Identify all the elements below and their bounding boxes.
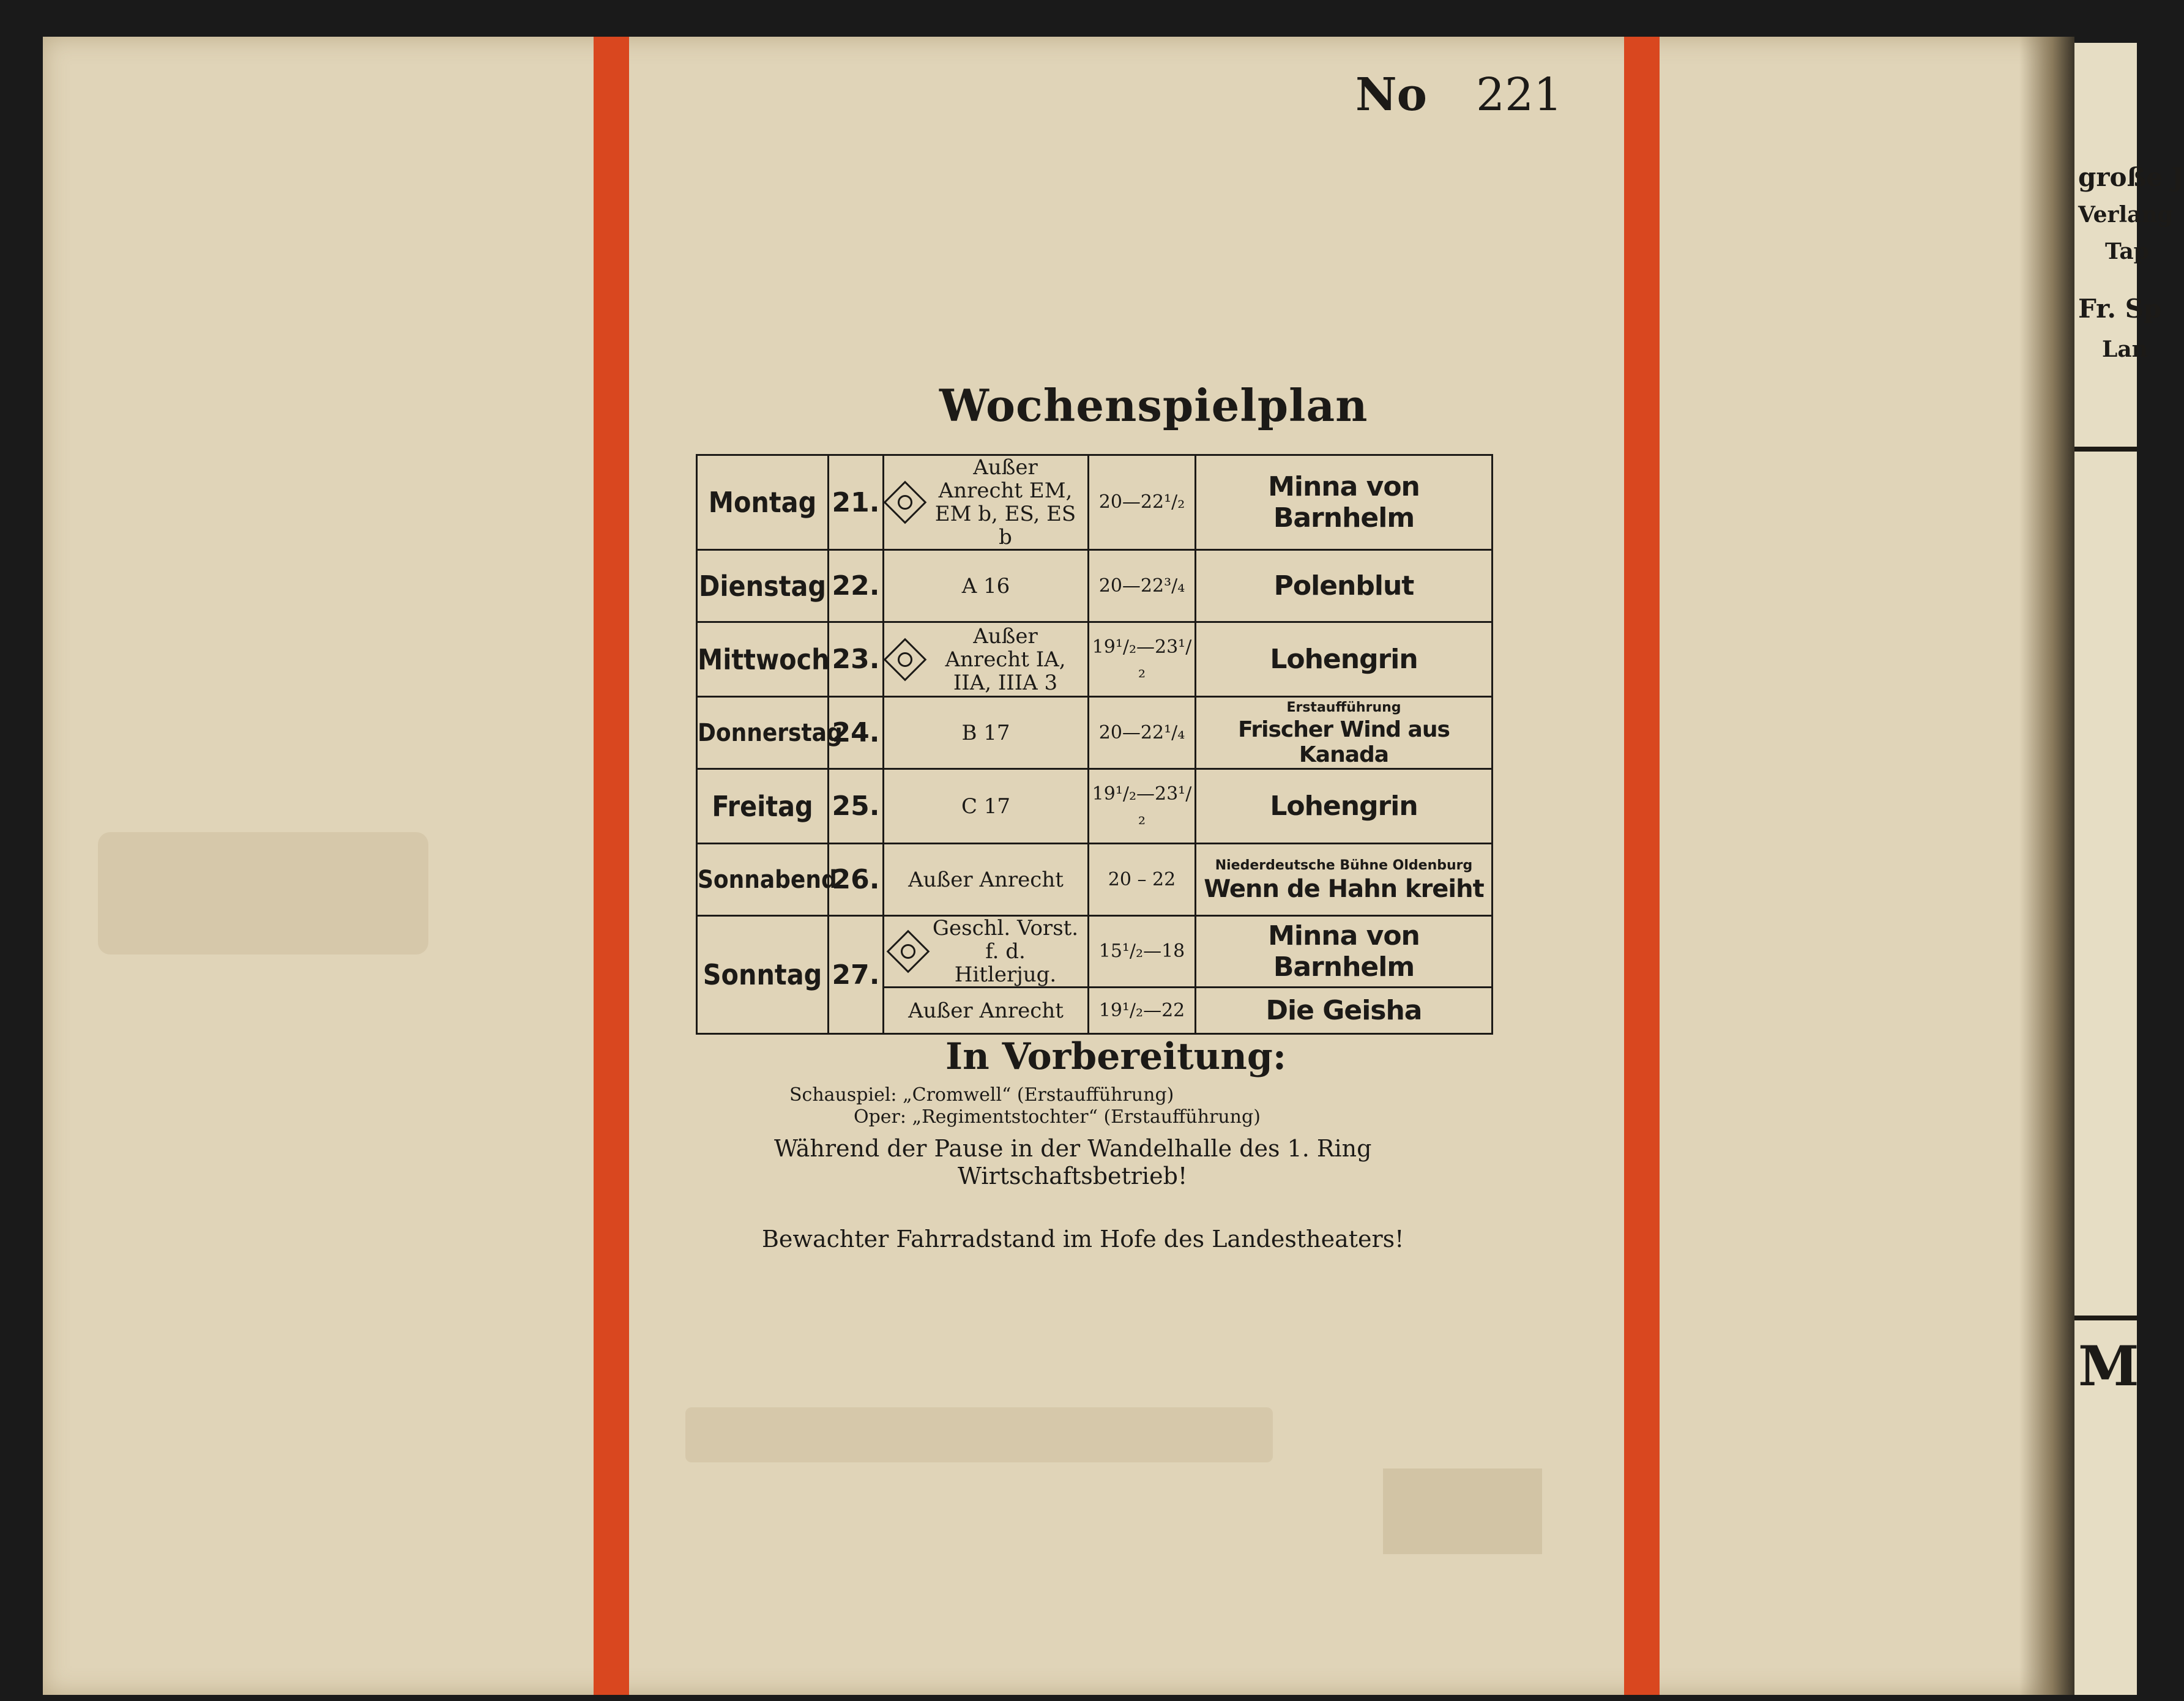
- preparation-line: Oper: „Regimentstochter“ (Erstaufführung): [854, 1106, 1261, 1128]
- day-cell: Freitag: [697, 769, 829, 844]
- play-cell: Die Geisha: [1196, 988, 1493, 1034]
- page-number-label: No: [1355, 69, 1427, 121]
- table-row: [697, 455, 1493, 550]
- time-cell: 20—22³/₄: [1089, 550, 1196, 622]
- subscription-text: Geschl. Vorst. f. d. Hitlerjug.: [932, 916, 1079, 987]
- subscription-text: Außer Anrecht IA, IIA, IIIA 3: [945, 623, 1066, 695]
- theater-emblem-icon: [884, 638, 927, 681]
- play-title: Frischer Wind aus Kanada: [1238, 717, 1450, 767]
- day-cell: Donnerstag: [697, 697, 829, 769]
- day-cell: Dienstag: [697, 550, 829, 622]
- play-cell: [1196, 769, 1493, 844]
- adjacent-page-text: Tap: [2105, 239, 2149, 264]
- subscription-cell: B 17: [884, 697, 1089, 769]
- date-cell: 25.: [829, 769, 884, 844]
- subscription-cell: [884, 622, 1089, 697]
- adjacent-page-text: M: [2078, 1334, 2139, 1399]
- play-cell: [1196, 916, 1493, 988]
- subscription-text: Außer Anrecht EM, EM b, ES, ES b: [934, 455, 1076, 549]
- subscription-cell: C 17: [884, 769, 1089, 844]
- divider: [2074, 1316, 2137, 1320]
- play-note: Erstaufführung: [1286, 699, 1401, 715]
- play-cell: [1196, 844, 1493, 916]
- page-title: Wochenspielplan: [939, 379, 1368, 431]
- date-cell: 27.: [829, 916, 884, 1034]
- adjacent-page-text: Lan: [2102, 337, 2148, 362]
- date-cell: 26.: [829, 844, 884, 916]
- time-cell: 20—22¹/₂: [1089, 455, 1196, 550]
- time-cell: 19¹/₂—23¹/₂: [1089, 622, 1196, 697]
- time-cell: 19¹/₂—22: [1089, 988, 1196, 1034]
- bleed-through-shape: [1383, 1468, 1542, 1554]
- play-note: Niederdeutsche Bühne Oldenburg: [1215, 857, 1473, 873]
- adjacent-page-text: große J: [2078, 162, 2184, 192]
- subscription-cell: [884, 455, 1089, 550]
- table-row: [697, 844, 1493, 916]
- subscription-cell: A 16: [884, 550, 1089, 622]
- subscription-cell: Außer Anrecht: [884, 844, 1089, 916]
- bleed-through-shape: [685, 1407, 1273, 1462]
- play-title: Minna von Barnhelm: [1268, 920, 1420, 983]
- red-border-left: [594, 37, 629, 1695]
- table-row: [697, 769, 1493, 844]
- notice-line: Bewachter Fahrradstand im Hofe des Landestheaters!: [762, 1226, 1404, 1252]
- day-cell: Mittwoch: [697, 622, 829, 697]
- page-number-value: 221: [1476, 69, 1563, 121]
- theater-emblem-icon: [887, 930, 930, 973]
- play-cell: [1196, 697, 1493, 769]
- page-fold-shadow: [2019, 37, 2074, 1695]
- adjacent-page: [2074, 43, 2184, 1695]
- date-cell: 23.: [829, 622, 884, 697]
- subscription-cell: Außer Anrecht: [884, 988, 1089, 1034]
- red-border-right: [1624, 37, 1660, 1695]
- theater-emblem-icon: [884, 481, 927, 524]
- play-title: Minna von Barnhelm: [1268, 471, 1420, 534]
- bleed-through-shape: [98, 832, 428, 955]
- table-row: [697, 916, 1493, 988]
- divider: [2074, 447, 2137, 452]
- adjacent-page-text: Fr. Sp: [2078, 294, 2162, 324]
- table-row: [697, 550, 1493, 622]
- play-cell: [1196, 455, 1493, 550]
- day-cell: Montag: [697, 455, 829, 550]
- preparation-heading: In Vorbereitung:: [945, 1035, 1287, 1078]
- date-cell: 24.: [829, 697, 884, 769]
- play-title: Lohengrin: [1270, 791, 1418, 822]
- preparation-line: Schauspiel: „Cromwell“ (Erstaufführung): [789, 1084, 1174, 1106]
- date-cell: 22.: [829, 550, 884, 622]
- time-cell: 20—22¹/₄: [1089, 697, 1196, 769]
- day-cell: Sonntag: [697, 916, 829, 1034]
- table-row: [697, 697, 1493, 769]
- date-cell: 21.: [829, 455, 884, 550]
- play-title: Polenblut: [1273, 570, 1414, 601]
- adjacent-page-text: Verlang: [2078, 202, 2173, 228]
- day-cell: Sonnabend: [697, 844, 829, 916]
- play-title: Lohengrin: [1270, 644, 1418, 675]
- time-cell: 19¹/₂—23¹/₂: [1089, 769, 1196, 844]
- page-number: [1355, 69, 1562, 121]
- notice-line: Wirtschaftsbetrieb!: [958, 1163, 1188, 1189]
- subscription-cell: [884, 916, 1089, 988]
- play-title: Wenn de Hahn kreiht: [1204, 874, 1484, 903]
- time-cell: 15¹/₂—18: [1089, 916, 1196, 988]
- play-cell: [1196, 622, 1493, 697]
- time-cell: 20 – 22: [1089, 844, 1196, 916]
- schedule-table: [696, 454, 1493, 1035]
- table-row: [697, 622, 1493, 697]
- notice-line: Während der Pause in der Wandelhalle des 1. Ring: [774, 1135, 1372, 1162]
- play-cell: [1196, 550, 1493, 622]
